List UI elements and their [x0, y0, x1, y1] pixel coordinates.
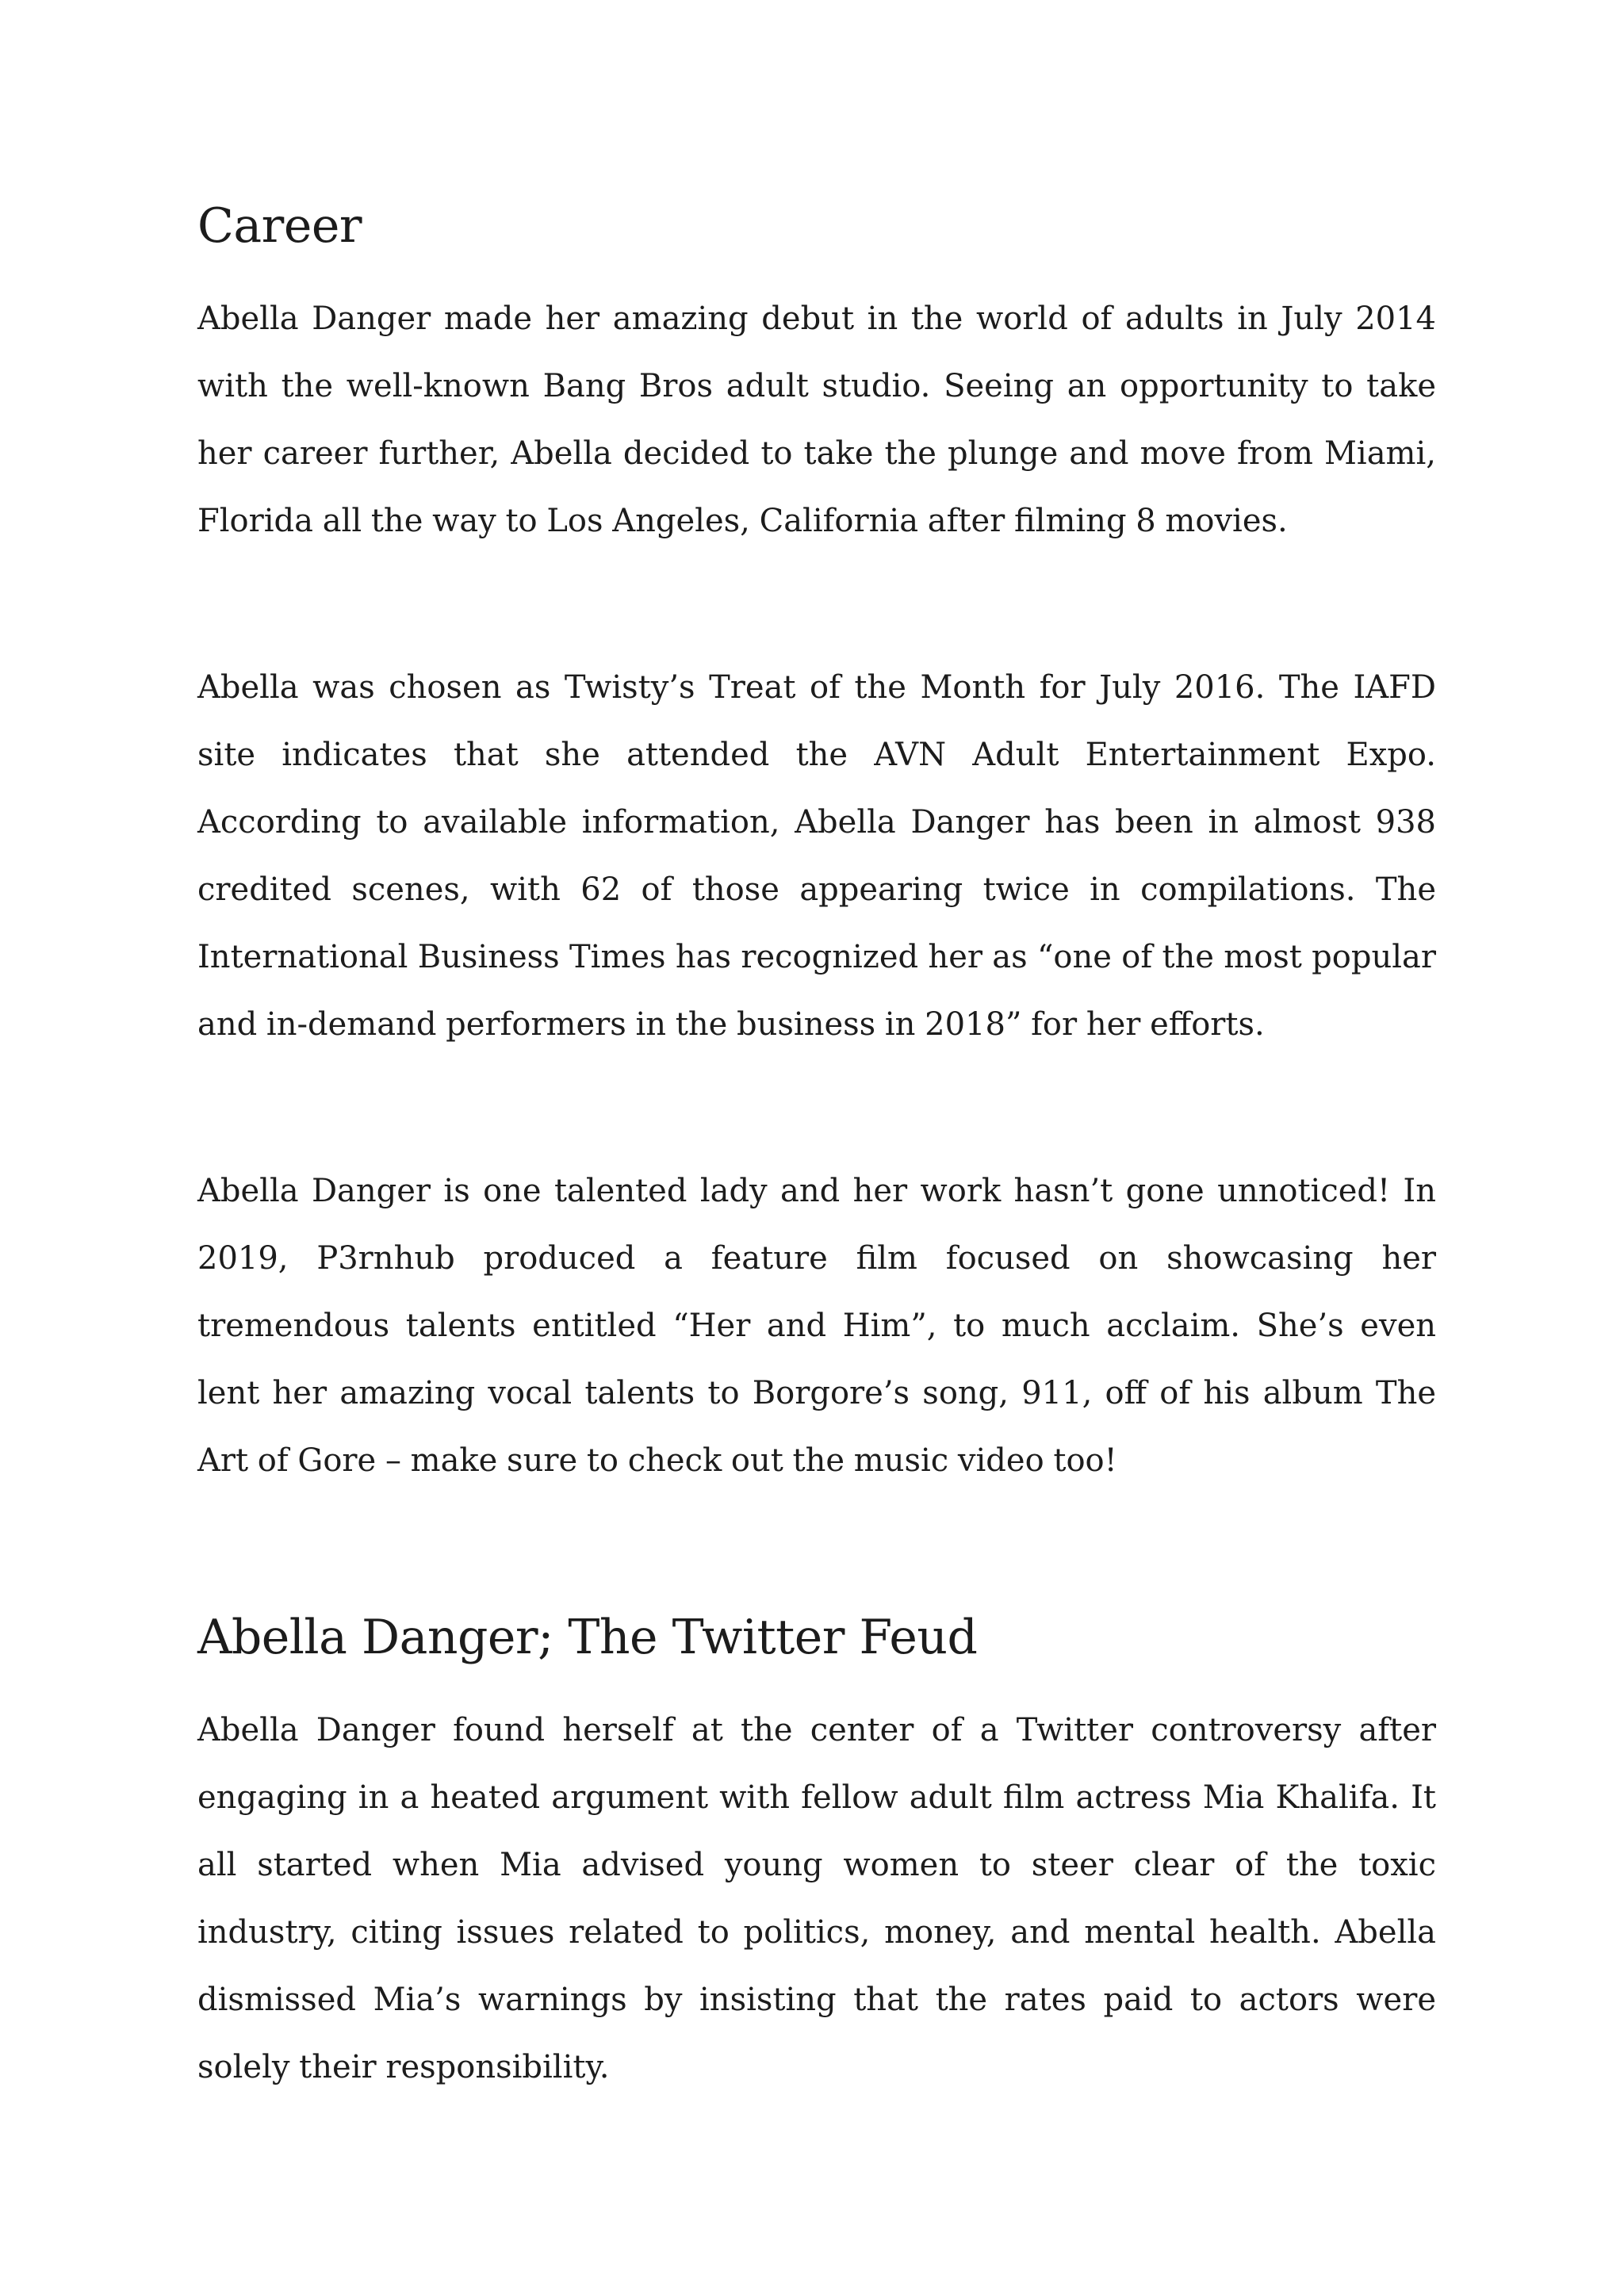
career-paragraph-2: Abella was chosen as Twisty’s Treat of the Month for July 2016. The IAFD site indicates that she attended the AVN Adult Entertainment Expo. According to available information, Abella Danger has been in almost 938 credited scenes, with 62 of those appearing twice in compilations. The International Business Times has recognized her as “one of the most popular and in-demand performers in the business in 2018” for her efforts.	[197, 669, 1436, 1043]
career-paragraph-1: Abella Danger made her amazing debut in the world of adults in July 2014 with the well-known Bang Bros adult studio. Seeing an opportunity to take her career further, Abella decided to take the plunge and move from Miami, Florida all the way to Los Angeles, California after filming 8 movies.	[197, 301, 1436, 539]
section-heading-career: Career	[197, 198, 362, 254]
career-paragraph-3: Abella Danger is one talented lady and her work hasn’t gone unnoticed! In 2019, P3rnhub produced a feature film focused on showcasing her tremendous talents entitled “Her and Him”, to much acclaim. She’s even lent her amazing vocal talents to Borgore’s song, 911, off of his album The Art of Gore – make sure to check out the music video too!	[197, 1173, 1436, 1479]
section-heading-twitter-feud: Abella Danger; The Twitter Feud	[197, 1610, 978, 1665]
document-page	[197, 182, 1436, 2101]
twitter-feud-paragraph-1: Abella Danger found herself at the center of a Twitter controversy after engaging in a heated argument with fellow adult film actress Mia Khalifa. It all started when Mia advised young women to steer clear of the toxic industry, citing issues related to politics, money, and mental health. Abella dismissed Mia’s warnings by insisting that the rates paid to actors were solely their responsibility.	[197, 1712, 1436, 2085]
